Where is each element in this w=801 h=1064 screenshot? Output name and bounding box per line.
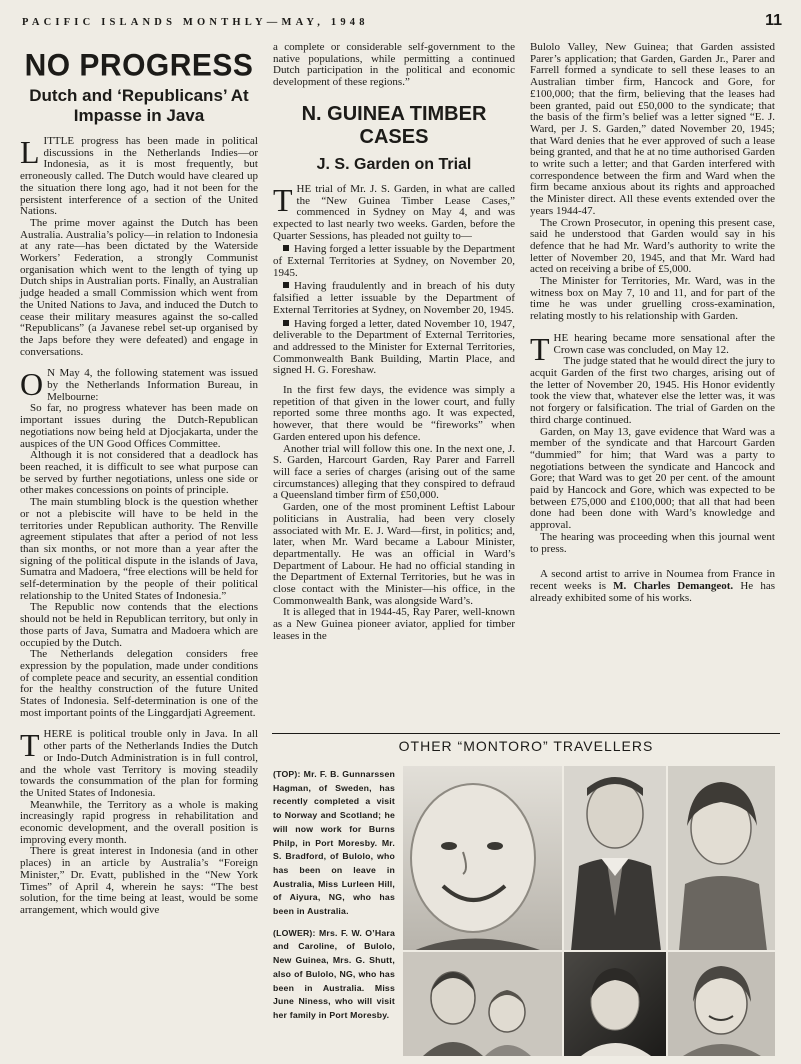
article2-paragraph: The hearing was proceeding when this journal went to press.: [530, 530, 775, 555]
photo-hagman: [403, 766, 563, 951]
running-head: [22, 14, 782, 32]
column-1: [20, 42, 258, 917]
article2-paragraph: Garden, on May 13, gave evidence that Ward was a member of the syndicate and that Harcourt Garden “dummied” for him; that Ward was a party to negotiations between the syndicate and Hancock and Gore; that Ward was to get 20 per cent. of the amount paid by Hancock and Gore, which was expected to be between £75,000 and £100,000; that all that had been done had been done with Ward’s knowledge and approval.: [530, 425, 775, 532]
bullet-icon: [283, 245, 289, 251]
column-3: [530, 42, 775, 604]
photo-captions: [273, 768, 395, 1031]
charge-item: Having forged a letter issuable by the Department of External Territories at Sydney, on November 20, 1945.: [273, 243, 515, 279]
article2-paragraph: Garden, one of the most prominent Leftist Labour politicians in Australia, had been very closely associated with Mr. E. J. Ward—first, in politics; and, later, when Mr. Ward became a Labour Minister, departmentally. He was an official in Ward’s Department of Labour. He had no official standing in the Department of External Territories, but he was in close contact with the Minister—his office, in the Commonwealth Bank, was alongside Ward’s.: [273, 501, 515, 607]
article2-paragraph: Bulolo Valley, New Guinea; that Garden assisted Parer’s application; that Garden, Garden Jr., Parer and Farrell formed a syndicate to sell these leases to an Australian timber firm, Hancock and Gore, for £100,000; that the firm, believing that the leases had been granted, paid out £50,000 to the syndicate; that the basis of the firm’s belief was a letter signed “E. J. Ward, per J. S. Garden,” dated November 20, 1945; that Ward denies that he ever approved of such a lease being granted, and that he at no time authorised Garden to write such a letter; and that Garden interfered with correspondence between the firm and Ward when the firm became anxious about its rights and approached the Minister direct. All these events extended over the years 1944-47.: [530, 41, 775, 217]
article2-headline: N. GUINEA TIMBER CASES: [301, 102, 487, 148]
article1-paragraph: There is great interest in Indonesia (and in other places) in an article by Australia’s “Foreign Minister,” Dr. Evatt, published in the “New York Times” of April 4, wherein he says: “The best solution, for the time being at least, would be some arrangement, which would give: [20, 845, 258, 916]
article1-paragraph: Meanwhile, the Territory as a whole is making increasingly rapid progress in rehabilitation and economic development, and the overall position is improving every month.: [20, 798, 258, 846]
article2-paragraph: THE hearing became more sensational after the Crown case was concluded, on May 12.: [530, 330, 775, 367]
article2-paragraph: In the first few days, the evidence was simply a repetition of that given in the lower court, and fully reported some three months ago. It was expected, however, that there would be “fireworks” when Garden entered upon his defence.: [273, 384, 515, 443]
article1-headline: NO PROGRESS: [24, 48, 254, 83]
dropcap: T: [530, 330, 550, 367]
bullet-icon: [283, 282, 289, 288]
artist-name: M. Charles Demangeot.: [613, 579, 734, 592]
article2-paragraph: The Crown Prosecutor, in opening this present case, said he understood that Garden would say in his defence that he had Mr. Ward’s authority to write the letter of November 20, 1945, and that Mr. Ward had acted on receiving a bribe of £5,000.: [530, 216, 775, 276]
article1-paragraph: The main stumbling block is the question whether or not a plebiscite will have to be held in the territories under Republican authority. The Renville agreement stipulates that after a period of not less than six months, or not more than a year after the signing of the political dispute in the islands of Java, Sumatra and Madoera, “free elections will be held for self-determination by the people of their political relationship to the United States of Indonesia.”: [20, 496, 258, 602]
column-2: [273, 42, 515, 643]
page-number: 11: [765, 12, 782, 29]
dropcap: L: [20, 134, 40, 170]
photo-shutt: [563, 951, 667, 1056]
article1-paragraph: LITTLE progress has been made in political discussions in the Netherlands Indies—or Indonesia, as it is most frequently, but erroneously called. The Dutch would have cleared up the situation there long ago, had it not been for the persistent interference of a section of the United Nations.: [20, 134, 258, 218]
article1-paragraph: The Republic now contends that the elections should not be held in Republican territory, but only in those parts of Java, Sumatra and Madoera which are occupied by the Dutch.: [20, 601, 258, 649]
article2-paragraph: The Minister for Territories, Mr. Ward, was in the witness box on May 7, 10 and 11, and for part of the time he was under gruelling cross-examination, relating mostly to his relationship with Garden.: [530, 275, 775, 323]
running-head-title: PACIFIC ISLANDS MONTHLY—MAY, 1948: [22, 17, 369, 28]
article1-paragraph: Although it is not considered that a deadlock has been reached, it is difficult to see what purpose can be served by further negotiations, unless one side or other makes concessions on points of principle.: [20, 449, 258, 497]
article2-paragraph: Another trial will follow this one. In the next one, J. S. Garden, Harcourt Garden, Ray Parer and Farrell will face a series of charges (arising out of the same circumstances) alleging that they conspired to defraud a Queensland timber firm of £50,000.: [273, 442, 515, 502]
photo-bradford: [563, 766, 667, 951]
section-divider: [272, 733, 780, 734]
traveller-photos: [403, 766, 775, 1056]
article1-paragraph: The prime mover against the Dutch has been Australia. Australia’s policy—in relation to Indonesia at any rate—has been dictated by the Waterside Workers’ Federation, a strongly Communist organisation which went to the length of tying up Dutch ships in Australian ports. Finally, an Australian judge headed a small Commission which went from the United Nations to Java, and induced the Dutch to cease their military measures against the so-called “Republicans” (a Javanese rebel set-up organised by the Japs before they were defeated) and engage in conversations.: [20, 216, 258, 358]
feature-title: OTHER “MONTORO” TRAVELLERS: [398, 738, 654, 754]
article1-paragraph: a complete or considerable self-government to the native populations, while permitting a continued Dutch participation in the political and economic development of these regions.”: [273, 41, 515, 89]
dropcap: T: [273, 181, 293, 218]
photo-niness: [667, 951, 775, 1056]
article1-paragraph: So far, no progress whatever has been made on important issues during the Dutch-Republican negotiations now being held at Djocjakarta, under the auspices of the UN Good Offices Committee.: [20, 402, 258, 450]
article1-subhead: Dutch and ‘Republicans’ At Impasse in Java: [29, 86, 249, 125]
photo-hill: [667, 766, 775, 951]
article2-paragraph: THE trial of Mr. J. S. Garden, in what are called the “New Guinea Timber Lease Cases,” commenced in Sydney on May 4, and was expected to last nearly two weeks. Garden, before the Quarter Sessions, has pleaded not guilty to—: [273, 181, 515, 242]
article1-paragraph: The Netherlands delegation considers free expression by the population, made under conditions of complete peace and security, an essential condition for the healthy construction of the future United States of Indonesia. Self-determination is one of the most important points of the Linggardjati Agreement.: [20, 648, 258, 719]
charge-item: Having forged a letter, dated November 10, 1947, deliverable to the Department of External Territories, and addressed to the Minister for External Territories, Commonwealth Bank Building, Martin Place, and signed H. G. Foreshaw.: [273, 317, 515, 377]
bullet-icon: [283, 320, 289, 326]
caption-lower: (LOWER): Mrs. F. W. O’Hara and Caroline, of Bulolo, New Guinea, Mrs. G. Shutt, also of Bulolo, NG, who has been in Australia. Miss June Niness, who will visit her family in Port Moresby.: [273, 927, 395, 1020]
artist-note: A second artist to arrive in Noumea from France in recent weeks is M. Charles Demangeot. He has already exhibited some of his works.: [530, 568, 775, 604]
charge-item: Having fraudulently and in breach of his duty falsified a letter issuable by the Department of External Territories at Sydney, on November 20, 1945.: [273, 280, 515, 316]
article1-paragraph: O N May 4, the following statement was issued by the Netherlands Information Bureau, in Melbourne:: [20, 366, 258, 403]
caption-top: (TOP): Mr. F. B. Gunnarssen Hagman, of Sweden, has recently completed a visit to Norway and Scotland; he will now work for Burns Philp, in Port Moresby. Mr. S. Bradford, of Bulolo, who has been on leave in Australia, Miss Lurleen Hill, of Aiyura, NG, who has been in Australia.: [273, 769, 395, 917]
dropcap: T: [20, 727, 40, 764]
dropcap: O: [20, 366, 44, 403]
photo-ohara: [403, 951, 563, 1056]
article2-subhead: J. S. Garden on Trial: [316, 155, 472, 173]
article1-paragraph: THERE is political trouble only in Java. In all other parts of the Netherlands Indies the Dutch or Indo-Dutch Administration is in full control, and the whole vast Territory is moving steadily towards the consummation of the plan for forming the United States of Indonesia.: [20, 727, 258, 799]
article2-paragraph: The judge stated that he would direct the jury to acquit Garden of the first two charges, arising out of the letter of November 20, 1945. His Honor evidently took the view that, whatever else the letter was, it was not forgery or falsification. The trial of Garden on the third charge continued.: [530, 355, 775, 426]
article2-paragraph: It is alleged that in 1944-45, Ray Parer, well-known as a New Guinea pioneer aviator, applied for timber leases in the: [273, 606, 515, 642]
